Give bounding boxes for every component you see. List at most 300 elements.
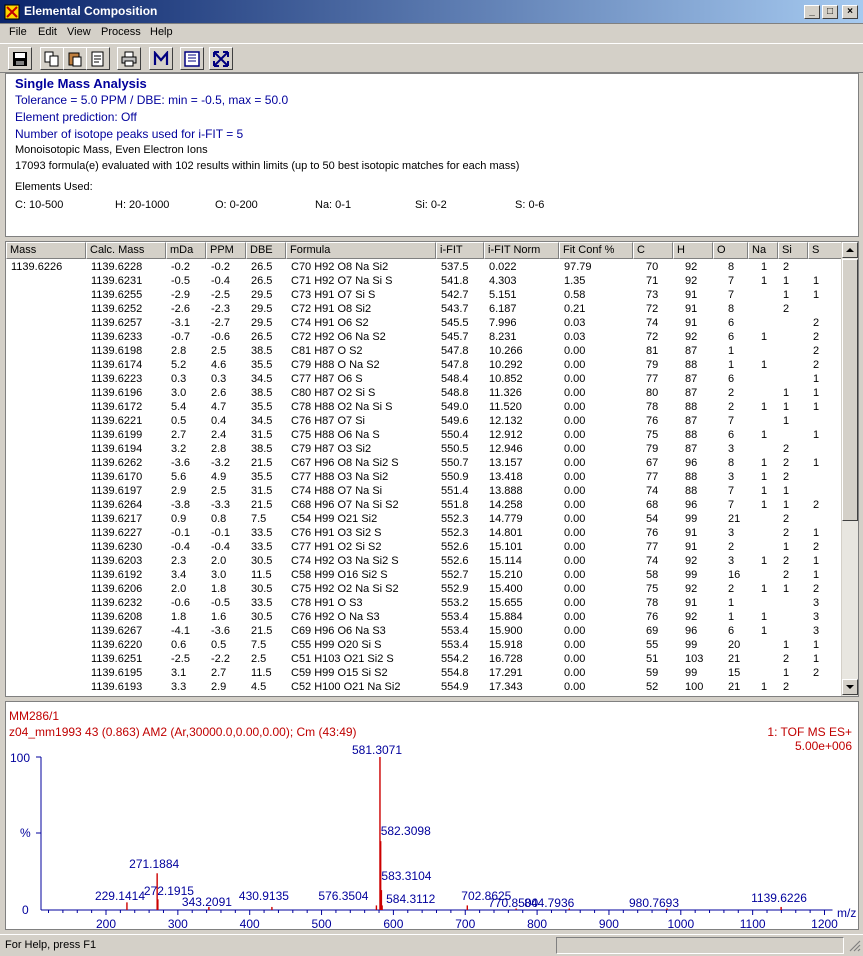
column-header-calc-mass[interactable]: Calc. Mass xyxy=(86,242,166,259)
column-header-ifit-norm[interactable]: i-FIT Norm xyxy=(484,242,559,259)
cell-ppm: -2.7 xyxy=(211,317,230,329)
cell-mass xyxy=(11,596,86,610)
title-bar xyxy=(0,0,863,24)
cell-na: 1 xyxy=(761,275,768,287)
cell-formula: C75 H88 O6 Na S xyxy=(291,429,380,441)
cell-na: 1 xyxy=(761,611,768,623)
cell-fit-conf: 0.00 xyxy=(564,569,586,581)
cell-h: 99 xyxy=(685,569,698,581)
cell-na xyxy=(761,540,778,554)
column-header-mda[interactable]: mDa xyxy=(166,242,206,259)
cell-s: 2 xyxy=(813,345,820,357)
table-row[interactable] xyxy=(6,316,843,330)
cell-o: 21 xyxy=(728,513,741,525)
cell-ifit: 553.4 xyxy=(441,639,469,651)
cell-dbe: 11.5 xyxy=(251,667,272,679)
menu-bar xyxy=(0,24,863,42)
table-row[interactable] xyxy=(6,330,843,344)
cell-ifit: 548.4 xyxy=(441,373,469,385)
cell-ifit: 552.6 xyxy=(441,555,469,567)
cell-ifit-norm: 17.291 xyxy=(489,667,523,679)
cell-na xyxy=(761,442,778,456)
cell-c: 80 xyxy=(646,387,659,399)
column-header-o[interactable]: O xyxy=(713,242,748,259)
x-tick-label: 1200 xyxy=(811,917,838,929)
element-range-na: Na: 0-1 xyxy=(315,199,352,211)
cell-s: 1 xyxy=(813,373,820,385)
cell-h: 92 xyxy=(685,583,698,595)
cell-dbe: 11.5 xyxy=(251,569,272,581)
cell-o: 21 xyxy=(728,653,741,665)
cell-ifit-norm: 16.728 xyxy=(489,653,523,665)
cell-h: 88 xyxy=(685,359,698,371)
element-range-o: O: 0-200 xyxy=(215,199,258,211)
peak-label: 271.1884 xyxy=(129,857,180,871)
app-icon xyxy=(4,4,20,20)
cell-si xyxy=(783,330,808,344)
cell-o: 7 xyxy=(728,499,735,511)
cell-mda: 1.8 xyxy=(171,611,187,623)
cell-calc-mass: 1139.6195 xyxy=(91,667,143,679)
cell-formula: C73 H91 O7 Si S xyxy=(291,289,376,301)
peak-label: 770.8500 xyxy=(488,896,539,910)
table-row[interactable] xyxy=(6,568,843,582)
paste-icon xyxy=(67,51,83,67)
cell-si xyxy=(783,428,808,442)
cell-si: 1 xyxy=(783,275,790,287)
cell-calc-mass: 1139.6198 xyxy=(91,345,143,357)
minimize-button[interactable]: _ xyxy=(804,5,820,19)
cell-h: 91 xyxy=(685,317,698,329)
cell-s: 1 xyxy=(813,429,820,441)
cell-formula: C69 H96 O6 Na S3 xyxy=(291,625,386,637)
cell-ifit-norm: 10.266 xyxy=(489,345,523,357)
cell-calc-mass: 1139.6231 xyxy=(91,275,143,287)
cell-mda: -0.2 xyxy=(171,261,190,273)
scroll-up-button[interactable] xyxy=(842,242,858,258)
print-button[interactable] xyxy=(117,47,141,70)
cell-ppm: -0.5 xyxy=(211,597,230,609)
print-icon xyxy=(121,51,137,67)
scroll-down-icon xyxy=(843,680,857,694)
cell-c: 54 xyxy=(646,513,659,525)
peak-label: 844.7936 xyxy=(524,896,575,910)
cell-c: 76 xyxy=(646,527,659,539)
cell-mass xyxy=(11,666,86,680)
peak-label: 702.8625 xyxy=(461,889,512,903)
table-row[interactable] xyxy=(6,442,843,456)
table-row[interactable] xyxy=(6,512,843,526)
x-tick-label: 1000 xyxy=(667,917,695,929)
cell-si: 1 xyxy=(783,485,790,497)
cell-na: 1 xyxy=(761,583,768,595)
peak-label: 343.2091 xyxy=(181,895,232,909)
cell-calc-mass: 1139.6172 xyxy=(91,401,143,413)
cell-c: 68 xyxy=(646,499,659,511)
cell-mda: 3.4 xyxy=(171,569,187,581)
scroll-up-icon xyxy=(843,243,857,257)
cell-s: 2 xyxy=(813,667,820,679)
table-row[interactable] xyxy=(6,386,843,400)
column-header-fit-conf[interactable]: Fit Conf % xyxy=(559,242,633,259)
cell-h: 96 xyxy=(685,457,698,469)
cell-c: 75 xyxy=(646,583,659,595)
cell-ifit: 549.0 xyxy=(441,401,469,413)
table-row[interactable] xyxy=(6,260,843,274)
cell-ifit: 553.4 xyxy=(441,611,469,623)
x-tick-label: 300 xyxy=(167,917,188,929)
element-range-h: H: 20-1000 xyxy=(115,199,170,211)
cell-mass xyxy=(11,512,86,526)
cell-mda: 2.7 xyxy=(171,429,187,441)
cell-na: 1 xyxy=(761,261,768,273)
cell-na: 1 xyxy=(761,681,768,693)
cell-s xyxy=(813,470,843,484)
cell-ifit: 545.5 xyxy=(441,317,469,329)
cell-formula: C79 H88 O Na S2 xyxy=(291,359,380,371)
cell-mass xyxy=(11,414,86,428)
y-label-0: 0 xyxy=(22,903,29,917)
cell-fit-conf: 0.00 xyxy=(564,513,586,525)
maximize-button[interactable]: □ xyxy=(822,5,838,19)
cell-fit-conf: 0.00 xyxy=(564,597,586,609)
list-view-icon xyxy=(184,51,200,67)
cell-mass xyxy=(11,484,86,498)
peak-label: 576.3504 xyxy=(318,889,369,903)
table-row[interactable] xyxy=(6,582,843,596)
cell-c: 75 xyxy=(646,429,659,441)
cell-h: 87 xyxy=(685,373,698,385)
cell-ppm: -3.6 xyxy=(211,625,230,637)
cell-ifit-norm: 5.151 xyxy=(489,289,517,301)
cell-s: 2 xyxy=(813,359,820,371)
resize-grip-icon[interactable] xyxy=(849,940,861,952)
cell-fit-conf: 97.79 xyxy=(564,261,592,273)
table-row[interactable] xyxy=(6,302,843,316)
table-row[interactable] xyxy=(6,344,843,358)
cell-si: 1 xyxy=(783,667,790,679)
cell-ifit: 553.4 xyxy=(441,625,469,637)
cell-calc-mass: 1139.6193 xyxy=(91,681,143,693)
cell-calc-mass: 1139.6203 xyxy=(91,555,143,567)
cell-si: 2 xyxy=(783,471,790,483)
cell-mass xyxy=(11,470,86,484)
cell-mass xyxy=(11,680,86,694)
peak-label: 581.3071 xyxy=(351,743,403,757)
column-header-s[interactable]: S xyxy=(808,242,843,259)
cell-formula: C52 H100 O21 Na Si2 xyxy=(291,681,401,693)
cell-fit-conf: 0.00 xyxy=(564,681,586,693)
cell-calc-mass: 1139.6223 xyxy=(91,373,143,385)
column-header-mass[interactable]: Mass xyxy=(6,242,86,259)
cell-h: 96 xyxy=(685,499,698,511)
cell-c: 77 xyxy=(646,471,659,483)
cell-calc-mass: 1139.6206 xyxy=(91,583,143,595)
cell-mass xyxy=(11,624,86,638)
table-row[interactable] xyxy=(6,680,843,694)
table-row[interactable] xyxy=(6,274,843,288)
properties-icon xyxy=(90,51,106,67)
cell-o: 7 xyxy=(728,275,735,287)
cell-si: 2 xyxy=(783,303,790,315)
properties-button[interactable] xyxy=(86,47,110,70)
cell-mda: 2.9 xyxy=(171,485,187,497)
cell-h: 100 xyxy=(685,681,704,693)
cell-c: 52 xyxy=(646,681,659,693)
cell-mda: -0.5 xyxy=(171,275,190,287)
cell-ppm: 0.8 xyxy=(211,513,227,525)
cell-c: 74 xyxy=(646,555,659,567)
cell-dbe: 34.5 xyxy=(251,373,273,385)
cell-dbe: 35.5 xyxy=(251,401,273,413)
cell-ifit-norm: 0.022 xyxy=(489,261,517,273)
cell-ifit-norm: 11.520 xyxy=(489,401,522,413)
table-scrollbar[interactable] xyxy=(841,242,858,696)
cell-ifit: 552.7 xyxy=(441,569,469,581)
cell-formula: C78 H88 O2 Na Si S xyxy=(291,401,393,413)
table-row[interactable] xyxy=(6,400,843,414)
cell-dbe: 38.5 xyxy=(251,387,273,399)
cell-calc-mass: 1139.6196 xyxy=(91,387,143,399)
cell-fit-conf: 0.00 xyxy=(564,471,586,483)
cell-formula: C77 H88 O3 Na Si2 xyxy=(291,471,389,483)
cell-mda: 3.1 xyxy=(171,667,187,679)
copy-icon xyxy=(44,51,60,67)
list-view-button[interactable] xyxy=(180,47,204,70)
table-row[interactable] xyxy=(6,414,843,428)
table-row[interactable] xyxy=(6,372,843,386)
cell-fit-conf: 0.00 xyxy=(564,583,586,595)
cell-s xyxy=(813,512,843,526)
save-icon xyxy=(12,51,28,67)
peak-label: 1139.6226 xyxy=(751,891,807,905)
cell-ifit: 551.8 xyxy=(441,499,469,511)
cell-dbe: 34.5 xyxy=(251,415,273,427)
table-row[interactable] xyxy=(6,596,843,610)
cell-ifit: 550.7 xyxy=(441,457,469,469)
cell-fit-conf: 0.00 xyxy=(564,443,586,455)
peak-label: 430.9135 xyxy=(238,889,289,903)
cell-ppm: 4.7 xyxy=(211,401,227,413)
scroll-thumb[interactable] xyxy=(842,259,858,521)
peak-label: 583.3104 xyxy=(381,869,432,883)
cell-mda: -3.6 xyxy=(171,457,190,469)
cell-dbe: 35.5 xyxy=(251,359,273,371)
column-header-dbe[interactable]: DBE xyxy=(246,242,286,259)
cell-fit-conf: 0.00 xyxy=(564,639,586,651)
cell-mda: -0.1 xyxy=(171,527,190,539)
cell-mda: 3.0 xyxy=(171,387,187,399)
cell-si: 2 xyxy=(783,569,790,581)
cell-fit-conf: 0.21 xyxy=(564,303,586,315)
cell-na xyxy=(761,302,778,316)
cell-dbe: 38.5 xyxy=(251,345,273,357)
mass-m-button[interactable] xyxy=(149,47,173,70)
cell-na xyxy=(761,568,778,582)
cell-si: 1 xyxy=(783,541,790,553)
cell-ifit-norm: 6.187 xyxy=(489,303,517,315)
cell-ifit: 550.9 xyxy=(441,471,469,483)
cell-ifit: 550.5 xyxy=(441,443,469,455)
cell-o: 8 xyxy=(728,261,735,273)
cell-na: 1 xyxy=(761,401,768,413)
cell-na: 1 xyxy=(761,331,768,343)
cell-c: 76 xyxy=(646,611,659,623)
cell-o: 7 xyxy=(728,415,735,427)
cell-s xyxy=(813,260,843,274)
table-row[interactable] xyxy=(6,456,843,470)
cell-si: 1 xyxy=(783,289,790,301)
table-row[interactable] xyxy=(6,652,843,666)
cell-mda: -0.4 xyxy=(171,541,190,553)
cell-ifit-norm: 15.101 xyxy=(489,541,523,553)
cell-mass xyxy=(11,526,86,540)
ms-mode: 1: TOF MS ES+ xyxy=(767,725,852,739)
cell-dbe: 30.5 xyxy=(251,611,273,623)
x-tick-label: 900 xyxy=(598,917,619,929)
cell-fit-conf: 0.00 xyxy=(564,611,586,623)
cell-formula: C70 H92 O8 Na Si2 xyxy=(291,261,389,273)
column-header-formula[interactable]: Formula xyxy=(286,242,436,259)
menu-edit[interactable]: Edit xyxy=(38,26,57,38)
table-row[interactable] xyxy=(6,470,843,484)
cell-fit-conf: 0.00 xyxy=(564,373,586,385)
cell-calc-mass: 1139.6267 xyxy=(91,625,143,637)
cell-ppm: 2.7 xyxy=(211,667,227,679)
cell-fit-conf: 0.00 xyxy=(564,485,586,497)
table-row[interactable] xyxy=(6,624,843,638)
table-row[interactable] xyxy=(6,358,843,372)
cell-na xyxy=(761,666,778,680)
cell-s: 1 xyxy=(813,569,820,581)
cell-h: 87 xyxy=(685,387,698,399)
cell-mda: 0.5 xyxy=(171,415,187,427)
menu-file[interactable]: File xyxy=(9,26,27,38)
cell-o: 6 xyxy=(728,625,735,637)
cell-h: 91 xyxy=(685,303,698,315)
cell-na xyxy=(761,652,778,666)
menu-process[interactable]: Process xyxy=(101,26,141,38)
cell-ppm: -2.5 xyxy=(211,289,230,301)
cell-ifit-norm: 17.343 xyxy=(489,681,523,693)
elements-used-label: Elements Used: xyxy=(15,181,93,193)
menu-view[interactable]: View xyxy=(67,26,91,38)
table-row[interactable] xyxy=(6,498,843,512)
cell-calc-mass: 1139.6233 xyxy=(91,331,143,343)
cell-dbe: 30.5 xyxy=(251,583,273,595)
table-row[interactable] xyxy=(6,484,843,498)
table-row[interactable] xyxy=(6,554,843,568)
cell-mda: -2.5 xyxy=(171,653,190,665)
cell-o: 2 xyxy=(728,401,735,413)
analysis-heading: Single Mass Analysis xyxy=(15,76,147,91)
column-header-ifit[interactable]: i-FIT xyxy=(436,242,484,259)
cell-calc-mass: 1139.6221 xyxy=(91,415,143,427)
analysis-info-panel xyxy=(5,73,859,237)
cell-ppm: 2.8 xyxy=(211,443,227,455)
x-tick-label: 700 xyxy=(455,917,476,929)
cell-s: 1 xyxy=(813,555,820,567)
table-row[interactable] xyxy=(6,666,843,680)
cell-ifit: 554.8 xyxy=(441,667,469,679)
cell-fit-conf: 0.00 xyxy=(564,499,586,511)
cell-formula: C74 H88 O7 Na Si xyxy=(291,485,383,497)
cell-formula: C75 H92 O2 Na Si S2 xyxy=(291,583,399,595)
scroll-down-button[interactable] xyxy=(842,679,858,695)
cell-ifit: 542.7 xyxy=(441,289,469,301)
cell-mda: 5.4 xyxy=(171,401,187,413)
column-header-si[interactable]: Si xyxy=(778,242,808,259)
cell-dbe: 7.5 xyxy=(251,639,267,651)
cell-fit-conf: 0.00 xyxy=(564,345,586,357)
cell-na: 1 xyxy=(761,359,768,371)
table-row[interactable] xyxy=(6,288,843,302)
cell-mass xyxy=(11,652,86,666)
cell-dbe: 29.5 xyxy=(251,303,273,315)
column-header-ppm[interactable]: PPM xyxy=(206,242,246,259)
cell-ifit: 552.9 xyxy=(441,583,469,595)
cell-ppm: 2.5 xyxy=(211,485,227,497)
cell-mda: 5.2 xyxy=(171,359,187,371)
table-row[interactable] xyxy=(6,428,843,442)
column-header-c[interactable]: C xyxy=(633,242,673,259)
fit-window-button[interactable] xyxy=(209,47,233,70)
save-button[interactable] xyxy=(8,47,32,70)
cell-mda: -2.9 xyxy=(171,289,190,301)
cell-si xyxy=(783,596,808,610)
cell-fit-conf: 0.00 xyxy=(564,387,586,399)
cell-calc-mass: 1139.6217 xyxy=(91,513,143,525)
cell-ifit-norm: 12.946 xyxy=(489,443,523,455)
column-header-na[interactable]: Na xyxy=(748,242,778,259)
copy-button[interactable] xyxy=(40,47,64,70)
column-header-h[interactable]: H xyxy=(673,242,713,259)
table-row[interactable] xyxy=(6,610,843,624)
table-row[interactable] xyxy=(6,540,843,554)
cell-o: 2 xyxy=(728,387,735,399)
cell-ifit: 552.3 xyxy=(441,513,469,525)
cell-na: 1 xyxy=(761,499,768,511)
close-button[interactable]: × xyxy=(842,5,858,19)
cell-fit-conf: 0.00 xyxy=(564,667,586,679)
cell-fit-conf: 0.00 xyxy=(564,541,586,553)
table-row[interactable] xyxy=(6,526,843,540)
menu-help[interactable]: Help xyxy=(150,26,173,38)
cell-si: 1 xyxy=(783,401,790,413)
cell-ifit-norm: 13.157 xyxy=(489,457,523,469)
cell-calc-mass: 1139.6199 xyxy=(91,429,143,441)
cell-na xyxy=(761,288,778,302)
cell-fit-conf: 0.00 xyxy=(564,457,586,469)
peak-label: 582.3098 xyxy=(380,824,431,838)
cell-fit-conf: 0.00 xyxy=(564,527,586,539)
cell-formula: C59 H99 O15 Si S2 xyxy=(291,667,388,679)
cell-na: 1 xyxy=(761,555,768,567)
cell-s: 2 xyxy=(813,541,820,553)
table-row[interactable] xyxy=(6,638,843,652)
cell-calc-mass: 1139.6174 xyxy=(91,359,143,371)
cell-na xyxy=(761,386,778,400)
cell-formula: C71 H92 O7 Na Si S xyxy=(291,275,393,287)
cell-c: 79 xyxy=(646,359,659,371)
cell-ifit: 547.8 xyxy=(441,345,469,357)
cell-mass xyxy=(11,568,86,582)
cell-calc-mass: 1139.6170 xyxy=(91,471,143,483)
cell-calc-mass: 1139.6194 xyxy=(91,443,143,455)
cell-s: 3 xyxy=(813,597,820,609)
cell-ppm: 4.9 xyxy=(211,471,227,483)
paste-button[interactable] xyxy=(63,47,87,70)
